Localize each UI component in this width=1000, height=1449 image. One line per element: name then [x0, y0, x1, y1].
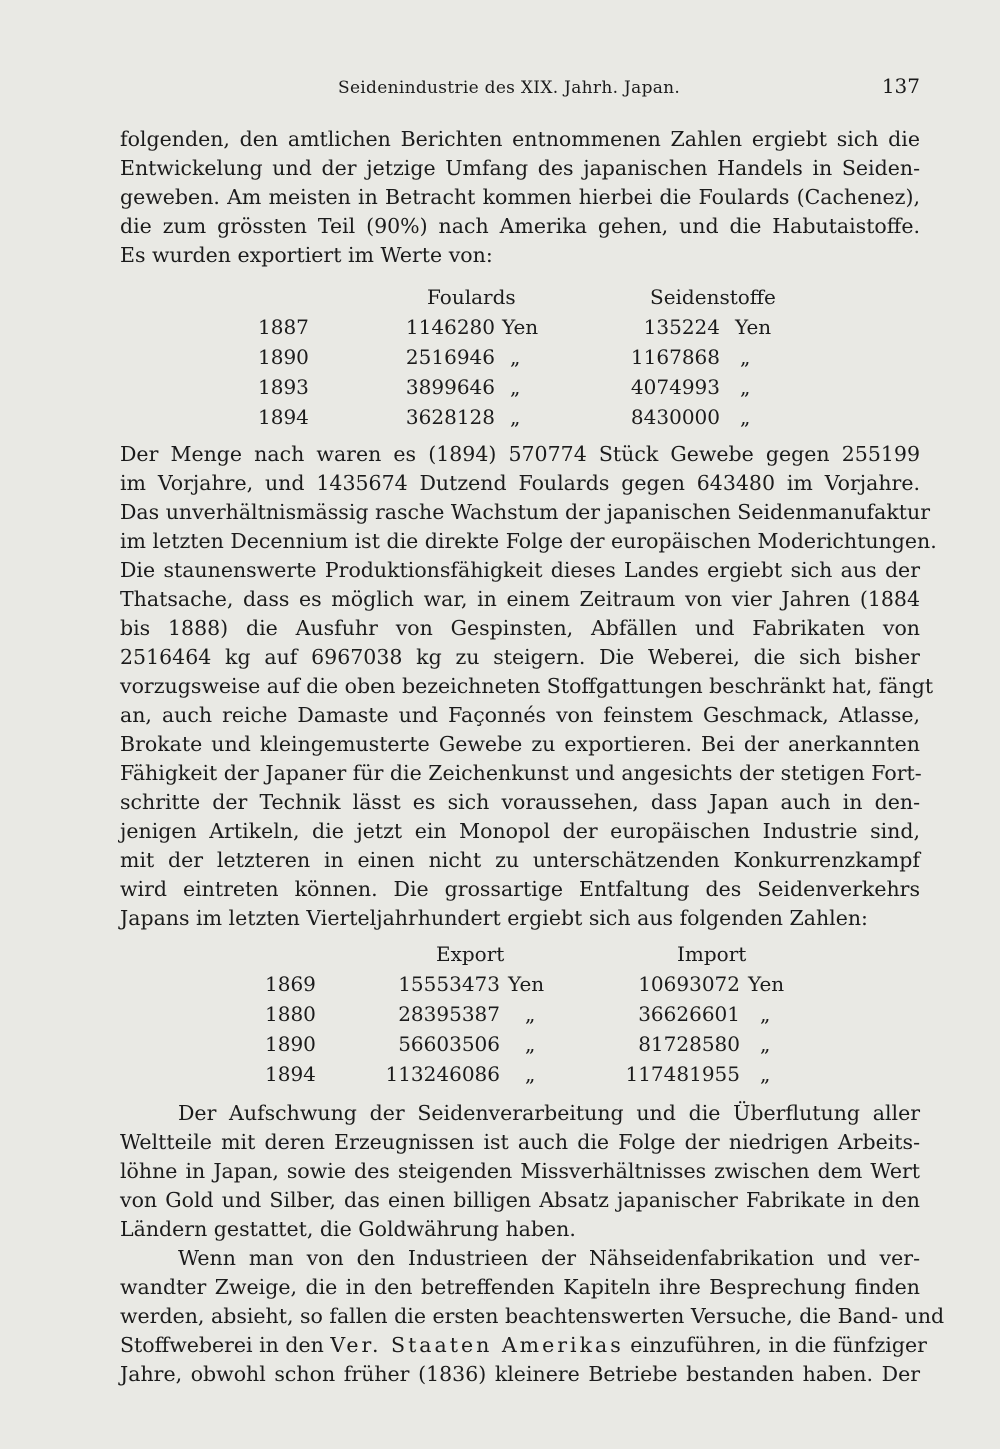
table-row-year: 1887 [258, 315, 309, 339]
text-line: Es wurden exportiert im Werte von: [120, 243, 493, 267]
text-fragment: einzuführen, in die fünfziger [623, 1333, 927, 1357]
table-row-year: 1880 [265, 1002, 316, 1026]
table-row-year: 1890 [265, 1032, 316, 1056]
table-cell-import: 81728580 [638, 1032, 740, 1056]
table-cell-unit: „ [510, 405, 521, 429]
table-cell-unit: „ [510, 375, 521, 399]
text-line: Wenn man von den Industrieen der Nähseidenfabrikation und ver- [178, 1246, 920, 1270]
table-cell-foulards: 3628128 [405, 405, 495, 429]
text-line: löhne in Japan, sowie des steigenden Missverhältnisses zwischen dem Wert [120, 1159, 920, 1183]
paragraph-4 [120, 1244, 945, 1389]
table-cell-unit: „ [525, 1062, 536, 1086]
table-row-year: 1869 [265, 972, 316, 996]
running-title: Seidenindustrie des XIX. Jahrh. Japan. [338, 78, 681, 98]
table-cell-unit: Yen [502, 315, 539, 339]
text-line: werden, absieht, so fallen die ersten beachtenswerten Versuche, die Band- und [120, 1304, 945, 1328]
table-cell-unit: Yen [735, 315, 772, 339]
text-line: Fähigkeit der Japaner für die Zeichenkunst und angesichts der stetigen Fort- [120, 761, 922, 785]
column-header-foulards: Foulards [427, 285, 516, 309]
table-cell-import: 117481955 [625, 1062, 740, 1086]
text-line: an, auch reiche Damaste und Façonnés von feinstem Geschmack, Atlasse, [120, 703, 920, 727]
table-cell-foulards: 3899646 [405, 375, 495, 399]
page-header [120, 74, 920, 108]
text-line: 2516464 kg auf 6967038 kg zu steigern. Die Weberei, die sich bisher [120, 645, 920, 669]
table-cell-unit: „ [740, 375, 751, 399]
text-line: mit der letzteren in einen nicht zu unterschätzenden Konkurrenzkampf [120, 848, 920, 872]
table-row-year: 1894 [265, 1062, 316, 1086]
text-line: vorzugsweise auf die oben bezeichneten Stoffgattungen beschränkt hat, fängt [120, 674, 934, 698]
silk-trade-table [120, 942, 920, 1092]
text-line: schritte der Technik lässt es sich voraussehen, dass Japan auch in den- [120, 790, 920, 814]
table-cell-unit: „ [760, 1062, 771, 1086]
column-header-export: Export [436, 942, 505, 966]
text-line: Die staunenswerte Produktionsfähigkeit dieses Landes ergiebt sich aus der [120, 558, 920, 582]
text-line [120, 1331, 927, 1360]
foulards-export-table [120, 285, 920, 435]
text-line: im Vorjahre, und 1435674 Dutzend Foulards gegen 643480 im Vorjahre. [120, 471, 920, 495]
table-cell-export: 56603506 [398, 1032, 500, 1056]
page-number: 137 [881, 74, 920, 98]
table-cell-unit: „ [760, 1032, 771, 1056]
table-cell-export: 113246086 [385, 1062, 500, 1086]
table-row-year: 1894 [258, 405, 309, 429]
text-line: Brokate und kleingemusterte Gewebe zu exportieren. Bei der anerkannten [120, 732, 920, 756]
table-cell-unit: „ [740, 405, 751, 429]
table-cell-export: 15553473 [398, 972, 500, 996]
text-line: von Gold und Silber, das einen billigen Absatz japanischer Fabrikate in den [120, 1188, 920, 1212]
text-line: Der Aufschwung der Seidenverarbeitung und die Überflutung aller [178, 1101, 920, 1125]
table-cell-foulards: 2516946 [405, 345, 495, 369]
text-line: geweben. Am meisten in Betracht kommen hierbei die Foulards (Cachenez), [120, 185, 920, 209]
table-cell-unit: „ [525, 1032, 536, 1056]
table-cell-unit: Yen [748, 972, 785, 996]
table-cell-unit: „ [740, 345, 751, 369]
text-line: Weltteile mit deren Erzeugnissen ist auch die Folge der niedrigen Arbeits- [120, 1130, 920, 1154]
table-cell-unit: „ [510, 345, 521, 369]
text-line: Der Menge nach waren es (1894) 570774 Stück Gewebe gegen 255199 [120, 442, 920, 466]
text-line: die zum grössten Teil (90%) nach Amerika gehen, und die Habutaistoffe. [120, 214, 920, 238]
table-cell-seidenstoffe: 1167868 [630, 345, 720, 369]
table-cell-import: 10693072 [638, 972, 740, 996]
text-line: jenigen Artikeln, die jetzt ein Monopol der europäischen Industrie sind, [120, 819, 920, 843]
text-line: folgenden, den amtlichen Berichten entnommenen Zahlen ergiebt sich die [120, 127, 920, 151]
column-header-seidenstoffe: Seidenstoffe [650, 285, 776, 309]
table-cell-seidenstoffe: 135224 [643, 315, 720, 339]
text-line: bis 1888) die Ausfuhr von Gespinsten, Abfällen und Fabrikaten von [120, 616, 920, 640]
table-cell-export: 28395387 [398, 1002, 500, 1026]
table-cell-unit: „ [525, 1002, 536, 1026]
table-cell-unit: „ [760, 1002, 771, 1026]
paragraph-2 [120, 440, 937, 933]
text-line: wandter Zweige, die in den betreffenden Kapiteln ihre Besprechung finden [120, 1275, 920, 1299]
paragraph-3 [120, 1099, 920, 1244]
text-line: im letzten Decennium ist die direkte Folge der europäischen Moderichtungen. [120, 529, 937, 553]
table-cell-import: 36626601 [638, 1002, 740, 1026]
emphasized-text: Ver. Staaten Amerikas [330, 1333, 624, 1357]
table-row-year: 1893 [258, 375, 309, 399]
text-fragment: Stoffweberei in den [120, 1333, 331, 1357]
text-line: Japans im letzten Vierteljahrhundert ergiebt sich aus folgenden Zahlen: [120, 906, 868, 930]
text-line: Jahre, obwohl schon früher (1836) kleinere Betriebe bestanden haben. Der [120, 1362, 920, 1386]
column-header-import: Import [677, 942, 747, 966]
table-row-year: 1890 [258, 345, 309, 369]
table-cell-foulards: 1146280 [405, 315, 495, 339]
table-cell-seidenstoffe: 8430000 [630, 405, 720, 429]
text-line: Entwickelung und der jetzige Umfang des japanischen Handels in Seiden- [120, 156, 920, 180]
table-cell-unit: Yen [508, 972, 545, 996]
text-line: wird eintreten können. Die grossartige Entfaltung des Seidenverkehrs [120, 877, 920, 901]
text-line: Ländern gestattet, die Goldwährung haben. [120, 1217, 576, 1241]
text-line: Thatsache, dass es möglich war, in einem Zeitraum von vier Jahren (1884 [120, 587, 920, 611]
table-cell-seidenstoffe: 4074993 [630, 375, 720, 399]
text-line: Das unverhältnismässig rasche Wachstum der japanischen Seidenmanufaktur [120, 500, 931, 524]
paragraph-1 [120, 125, 920, 270]
